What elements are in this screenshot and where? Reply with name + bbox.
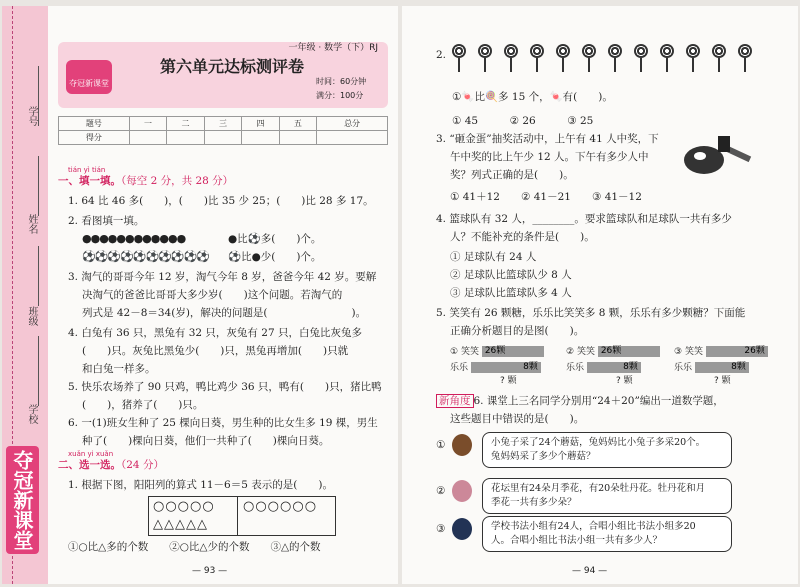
bar-diagram-1: ① 笑笑 26颗 乐乐 8颗 ? 颗	[450, 344, 544, 386]
bar-diagram-2: ② 笑笑 26颗 乐乐 8颗 ? 颗	[566, 344, 660, 386]
question-1-6: 6. 一(1)班女生种了 25 棵向日葵，男生种的比女生多 19 棵，男生	[68, 417, 378, 429]
section-pinyin: tián yì tián	[68, 166, 106, 174]
exam-header	[58, 42, 388, 108]
question-1-4: 4. 白兔有 36 只，黑兔有 32 只，灰兔有 27 只，白兔比灰兔多	[68, 327, 362, 339]
lollipop-icon	[712, 44, 726, 74]
circles-group-1: ○○○○○	[153, 499, 215, 514]
lollipop-icon	[452, 44, 466, 74]
circles-group-2: ○○○○○○	[243, 499, 318, 514]
new-angle-tag: 新角度	[436, 394, 474, 408]
lollipop-icon	[478, 44, 492, 74]
circles-triangles-figure	[148, 496, 336, 536]
student-avatar-icon	[452, 518, 472, 540]
lollipop-icon	[608, 44, 622, 74]
question-1-1: 1. 64 比 46 多( )，( )比 35 少 25；( )比 28 多 17。	[68, 195, 374, 207]
section-2-heading: 二、选一选。（24 分）	[58, 459, 164, 471]
score-table-header: 题号 一 二 三 四 五 总分	[59, 117, 388, 131]
name-label: 姓名	[26, 214, 37, 234]
lollipop-icon	[738, 44, 752, 74]
write-line	[38, 156, 39, 216]
student-avatar-icon	[452, 480, 472, 502]
lollipop-icon	[530, 44, 544, 74]
section-1-heading: 一、填一填。（每空 2 分，共 28 分）	[58, 175, 234, 187]
lollipop-icon	[556, 44, 570, 74]
write-line	[38, 66, 39, 126]
page-number: — 93 —	[192, 566, 228, 576]
speech-bubble-3: 学校书法小组有24人，合唱小组比书法小组多20 人。合唱小组比书法小组一共有多少人？	[482, 516, 732, 552]
bar-diagram-3: ③ 笑笑 26颗 乐乐 8颗 ? 颗	[674, 344, 768, 386]
question-2-6: 新角度 6. 课堂上三名同学分别用“24＋20”编出一道数学题，	[436, 394, 724, 408]
triangles-group: △△△△△	[153, 517, 208, 532]
student-avatar-icon	[452, 434, 472, 456]
question-2-1-options: ①○比△多的个数 ②○比△少的个数 ③△的个数	[68, 541, 321, 553]
class-label: 班级	[26, 306, 37, 326]
soccer-balls-row: ⚽⚽⚽⚽⚽⚽⚽⚽⚽⚽	[82, 250, 209, 263]
choice: ② 足球队比篮球队少 8 人	[450, 269, 572, 281]
question-2-3-choices: ① 41＋12 ② 41－21 ③ 41－12	[450, 191, 642, 203]
score-table-row: 得分	[59, 131, 388, 145]
choice: ③ 足球队比篮球队多 4 人	[450, 287, 572, 299]
question-2-5: 5. 笑笑有 26 颗糖，乐乐比笑笑多 8 颗，乐乐有多少颗糖？下面能	[436, 307, 746, 319]
question-2-2: ①🍬比🍭多 15 个，🍬有( )。	[452, 91, 613, 103]
left-page: 学号 姓名 班级 学校 夺冠新课堂 夺冠新课堂 一年级 · 数学（下）RJ 第六单元达标测评卷 时间：60分钟 满分：100分 题号 一 二 三 四 五 总分 得分 tián yì tián 一、填一填。（每空 2 分，共 28 分） 1. 64 比 46 多( )，( )比 35 少 25；( )比 28 多 17。 2. 看图填一填。 ●●●●●●●●●●●● ●比⚽多( )个。 ⚽⚽⚽⚽⚽⚽⚽⚽⚽⚽ ⚽比●少( )个。 3. 淘气的哥哥今年 12 岁，淘气今年 8 岁，爸爸今年 42 岁。要解 决淘气的爸爸比哥哥大多少岁( )这个问题。若淘气的 列式是 42－8＝34(岁)，解决的问题是( )。 4. 白兔有 36 只，黑兔有 32 只，灰兔有 27 只，白兔比灰兔多 ( )只。灰兔比黑兔少( )只，黑兔再增加( )只就 和白兔一样多。 5. 快乐农场养了 90 只鸡，鸭比鸡少 36 只，鸭有( )只，猪比鸭 ( )，猪养了( )只。 6. 一(1)班女生种了 25 棵向日葵，男生种的比女生多 19 棵，男生 种了( )棵向日葵，他们一共种了( )棵向日葵。 xuǎn yi xuǎn 二、选一选。（24 分） 1. 根据下图，阳阳列的算式 11－6＝5 表示的是( )。 ○○○○○ ○○○○○○ △△△△△ ①○比△多的个数 ②○比△少的个数 ③△的个数 — 93 —	[2, 6, 398, 584]
exam-title: 第六单元达标测评卷	[160, 57, 305, 76]
lollipop-icon	[634, 44, 648, 74]
section-pinyin: xuǎn yi xuǎn	[68, 450, 114, 458]
question-2-3: 3. “砸金蛋”抽奖活动中，上午有 41 人中奖，下	[436, 133, 659, 145]
lollipop-icon	[660, 44, 674, 74]
school-label: 学校	[26, 404, 37, 424]
lollipop-icon	[582, 44, 596, 74]
black-dots-row: ●●●●●●●●●●●●	[82, 232, 186, 245]
time-limit: 时间：60分钟	[316, 77, 367, 86]
golden-egg-hammer-icon	[674, 130, 762, 180]
grade-label: 一年级 · 数学（下）RJ	[288, 43, 378, 53]
binding-strip	[2, 6, 48, 584]
publisher-logo: 夺冠新课堂	[6, 446, 39, 554]
page-number: — 94 —	[572, 566, 608, 576]
lollipop-icon	[504, 44, 518, 74]
question-1-3: 3. 淘气的哥哥今年 12 岁，淘气今年 8 岁，爸爸今年 42 岁。要解	[68, 271, 377, 283]
choice: ① 足球队有 24 人	[450, 251, 537, 263]
lollipop-icon	[686, 44, 700, 74]
question-2-2-choices: ① 45 ② 26 ③ 25	[452, 115, 594, 127]
question-2-2-number: 2.	[436, 49, 447, 61]
speech-bubble-1: 小兔子采了24个蘑菇，兔妈妈比小兔子多采20个。 兔妈妈采了多少个蘑菇？	[482, 432, 732, 468]
write-line	[38, 246, 39, 306]
student-number-label: 学号	[26, 106, 37, 126]
full-score: 满分：100分	[316, 91, 364, 100]
question-1-2a: ●比⚽多( )个。	[228, 233, 322, 245]
write-line	[38, 336, 39, 406]
right-page: 2. ①🍬比🍭多 15 个，🍬有( )。 ① 45 ② 26 ③ 25 3. “砸金蛋”抽奖活动中，上午有 41 人中奖，下 午中奖的比上午少 12 人。下午有多少人中 奖？列式正确的是( )。 ① 41＋12 ② 41－21 ③ 41－12 4. 篮球队有 32 人，________。要求篮球队和足球队一共有多少 人？不能补充的条件是( )。 ① 足球队有 24 人 ② 足球队比篮球队少 8 人 ③ 足球队比篮球队多 4 人 5. 笑笑有 26 颗糖，乐乐比笑笑多 8 颗，乐乐有多少颗糖？下面能 正确分析题目的是图( )。 ① 笑笑 26颗 乐乐 8颗 ? 颗 ② 笑笑 26颗 乐乐 8颗 ? 颗 ③ 笑笑 26颗 乐乐 8颗 ? 颗 新角度 6. 课堂上三名同学分别用“24＋20”编出一道数学题， 这些题目中错误的是( )。 ① 小兔子采了24个蘑菇，兔妈妈比小兔子多采20个。 兔妈妈采了多少个蘑菇？ ② 花坛里有24朵月季花，有20朵牡丹花。牡丹花和月 季花一共有多少朵？ ③ 学校书法小组有24人，合唱小组比书法小组多20 人。合唱小组比书法小组一共有多少人？ — 94 —	[402, 6, 798, 584]
question-1-2b: ⚽比●少( )个。	[228, 251, 322, 263]
question-1-2: 2. 看图填一填。	[68, 215, 145, 227]
question-2-4: 4. 篮球队有 32 人，________。要求篮球队和足球队一共有多少	[436, 213, 732, 225]
series-badge: 夺冠新课堂	[66, 60, 112, 94]
question-2-1: 1. 根据下图，阳阳列的算式 11－6＝5 表示的是( )。	[68, 479, 333, 491]
question-1-5: 5. 快乐农场养了 90 只鸡，鸭比鸡少 36 只，鸭有( )只，猪比鸭	[68, 381, 382, 393]
speech-bubble-2: 花坛里有24朵月季花，有20朵牡丹花。牡丹花和月 季花一共有多少朵？	[482, 478, 732, 514]
score-table	[58, 116, 388, 145]
